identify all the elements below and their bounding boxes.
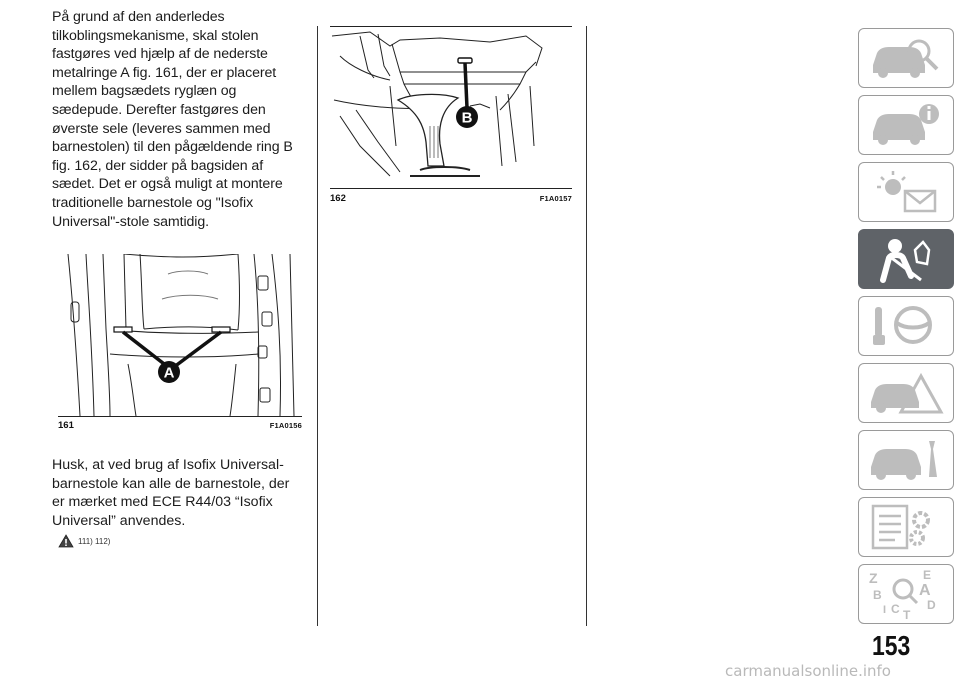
warning-reference: [58, 534, 110, 548]
paragraph-1: På grund af den anderledes tilkoblingsmekanisme, skal stolen fastgøres ved hjælp af de nederste metalringe A fig. 161, der er placeret mellem bagsædets ryglæn og sædepude. Derefter fastgøres den øverste sele (leveres sammen med barnestolen) til den pågældende ring B fig. 162, der sidder på bagsiden af sædet. Det er også muligt at montere traditionelle barnestole og "Isofix Universal"-stole samtidig.: [52, 9, 293, 230]
sidebar-tab-starting-driving[interactable]: [858, 296, 954, 356]
intro-paragraph: [52, 8, 302, 231]
sidebar-tab-emergency[interactable]: [858, 363, 954, 423]
svg-text:A: A: [919, 582, 931, 599]
anchor-ring-left: [114, 327, 132, 332]
warning-triangle-icon: [58, 534, 74, 548]
top-tether-ring: [458, 58, 472, 63]
figure-code: F1A0157: [539, 194, 572, 203]
svg-text:E: E: [923, 568, 932, 582]
figure-162: [330, 26, 572, 188]
rear-seat-illustration: [58, 254, 302, 416]
seat-belt-safety-icon: [859, 230, 952, 287]
figure-161: [58, 254, 302, 416]
sidebar-tab-safety[interactable]: [858, 229, 954, 289]
page-number: 153: [872, 630, 911, 661]
svg-text:I: I: [883, 604, 887, 616]
warning-lights-message-icon: [859, 163, 952, 220]
anchor-ring-right: [212, 327, 230, 332]
column-divider-left: [317, 26, 318, 626]
car-emergency-icon: [859, 364, 952, 421]
svg-text:C: C: [891, 602, 900, 616]
paragraph-2: Husk, at ved brug af Isofix Universal-barnestole kan alle de barnestole, der er mærket med ECE R44/03 “Isofix Universal” anvendes.: [52, 457, 290, 529]
figure-161-caption: [58, 420, 302, 431]
car-info-icon: [859, 96, 952, 153]
seat-back-illustration: [330, 26, 572, 188]
sidebar-tab-maintenance[interactable]: [858, 430, 954, 490]
sidebar-tab-warning-lights[interactable]: [858, 162, 954, 222]
svg-text:D: D: [927, 598, 936, 612]
technical-data-icon: [859, 498, 952, 555]
figure-162-rule: [330, 188, 572, 189]
car-inspection-icon: [859, 29, 952, 86]
sidebar-tab-car-info[interactable]: [858, 95, 954, 155]
callout-b-label: B: [461, 109, 473, 127]
warning-refs-text: 111) 112): [78, 536, 111, 546]
steering-wheel-key-icon: [859, 297, 952, 354]
column-divider-right: [586, 26, 587, 626]
figure-162-caption: [330, 193, 572, 204]
car-maintenance-icon: [859, 431, 952, 488]
sidebar-tab-car-inspection[interactable]: [858, 28, 954, 88]
sidebar-tab-index[interactable]: [858, 564, 954, 624]
sidebar-tab-technical-data[interactable]: [858, 497, 954, 557]
figure-code: F1A0156: [269, 421, 302, 430]
figure-161-rule: [58, 416, 302, 417]
svg-text:B: B: [873, 588, 882, 602]
figure-number: 162: [330, 193, 346, 204]
watermark: carmanualsonline.info: [725, 662, 891, 680]
figure-number: 161: [58, 420, 74, 431]
callout-a-label: A: [163, 364, 175, 382]
seat-support-frame: [398, 94, 458, 166]
svg-text:T: T: [903, 608, 911, 622]
svg-text:Z: Z: [869, 570, 878, 586]
alphabetical-index-icon: [859, 565, 952, 622]
